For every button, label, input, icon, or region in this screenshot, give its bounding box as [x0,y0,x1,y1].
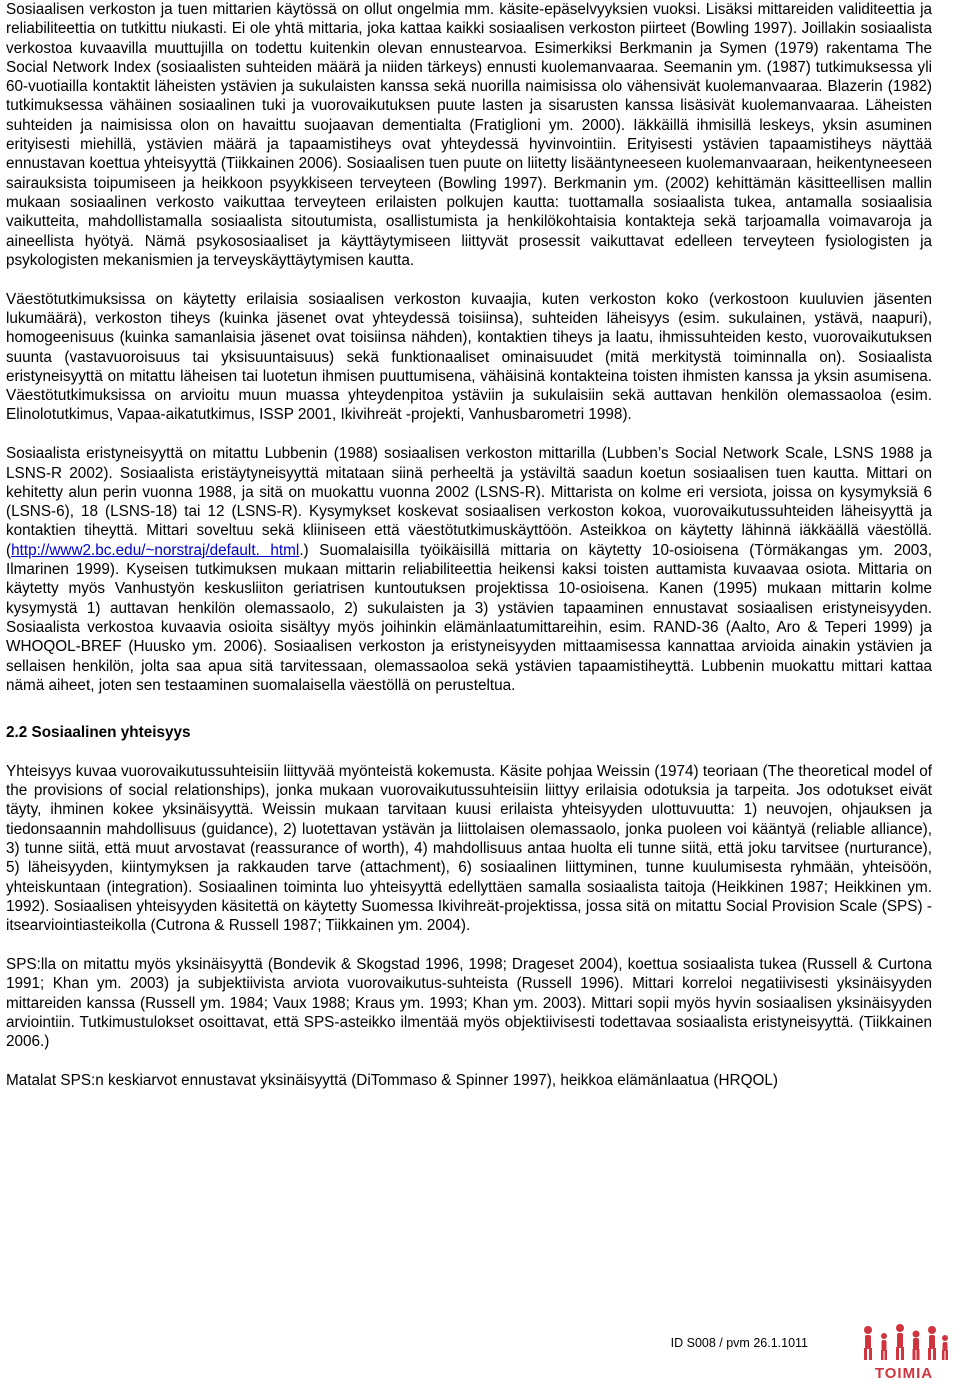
toimia-logo [856,1322,952,1382]
paragraph-lubben-text-1: Sosiaalista eristyneisyyttä on mitattu Lubbenin (1988) sosiaalisen verkoston mittarilla (Lubben’s Social Network Scale, LSNS 1988 ja LSNS-R 2002). Sosiaalista eristäytyneisyyttä mitataan siinä perheeltä ja ystäviltä saadun koetun sosiaalisen tuen kautta. Mittari on kehitetty alun perin vuonna 1988, ja sitä on muokattu vuonna 2002 (LSNS-R). Mittarista on kolme eri versiota, joissa on kysymyksiä 6 (LSNS-6), 18 (LSNS-18) tai 12 (LSNS-R). Kysymykset koskevat sosiaalisen verkoston kokoa, vuorovaikutussuhteiden läheisyyttä ja kontaktien tiheyttä. Mittari soveltuu sekä kliiniseen että väestötutkimuskäyttöön. Asteikkoa on käytetty lähinnä iäkkäällä väestöllä. ( [6,445,932,559]
paragraph-sps-averages: Matalat SPS:n keskiarvot ennustavat yksinäisyyttä (DiTommaso & Spinner 1997), heikkoa elämänlaatua (HRQOL) [6,1072,778,1090]
section-heading: 2.2 Sosiaalinen yhteisyys [6,724,191,742]
document-id: ID S008 / pvm 26.1.1011 [670,1336,808,1350]
paragraph-sps: SPS:lla on mitattu myös yksinäisyyttä (Bondevik & Skogstad 1996, 1998; Drageset 2004), koettua sosiaalista tukea (Russell & Curtona 1991; Khan ym. 2003) ja subjektiivista arviota vuorovaikutus-suhteista (Russell 1996). Mittari korreloi negatiivisesti yksinäisyyden mittareiden kanssa (Russell ym. 1984; Vaux 1988; Kraus ym. 1993; Khan ym. 2003). Mittari sopii myös hyvin sosiaalisen yksinäisyyden arviointiin. Tutkimustulokset osoittavat, että SPS-asteikko ilmentää myös objektiivisesti todettavaa sosiaalista eristyneisyyttä. (Tiikkainen 2006.) [6,956,932,1051]
people-figures-icon [856,1322,952,1364]
norstraj-link[interactable]: http://www2.bc.edu/~norstraj/default. html [11,541,300,559]
paragraph-social-provisions: Yhteisyys kuvaa vuorovaikutussuhteisiin liittyvää myönteistä kokemusta. Käsite pohjaa Weissin (1974) teoriaan (The theoretical model of the provisions of social relationships), jonka mukaan vuorovaikutussuhteisiin liittyy erilaisia odotuksia ja tarpeita. Jos odotukset eivät täyty, ihminen kokee yksinäisyyttä. Weissin mukaan tarvitaan kuusi erilaista yhteisyyden ulottuvuutta: 1) neuvojen, ohjauksen ja tiedonsaannin mahdollisuus (guidance), 2) luotettavan ystävän ja liittolaisen olemassaolo, jonka puoleen voi kääntyä (reliable alliance), 3) tunne siitä, että muut arvostavat (reassurance of worth), 4) mahdollisuus antaa huolta eli tunne siitä, että joku tarvitsee (nurturance), 5) läheisyyden, kiintymyksen ja rakkauden tarve (attachment), 6) sosiaalinen liittyminen, tunne kuulumisesta ryhmään, yhteisöön, yhteiskuntaan (integration). Sosiaalinen toiminta luo yhteisyyttä edellyttäen samalla sosiaalista taitoja (Heikkinen 1987; Heikkinen ym. 1992). Sosiaalisen yhteisyyden käsitettä on käytetty Suomessa Ikivihreät-projektissa, jossa sitä on mitattu Social Provision Scale (SPS) -itsearviointiasteikolla (Cutrona & Russell 1987; Tiikkainen ym. 2004). [6,762,932,935]
paragraph-lubben-text-2: .) Suomalaisilla työikäisillä mittaria on käytetty 10-osioisena (Törmäkangas ym. 2003, Ilmarinen 1999). Kyseisen tutkimuksen mukaan mittarin reliabiliteettia heikensi kaksi toisten auttamista kuvaavaa osiota. Mittaria on käytetty myös Vanhustyön keskusliiton geriatrisen kuntoutuksen projektissa 10-osioisena. Kanen (1995) mukaan mittarin kolme kysymystä 1) auttavan henkilön olemassaolo, 2) sukulaisten ja 3) ystävien tapaaminen ennustavat sosiaalisen eristyneisyyden. Sosiaalista verkostoa kuvaavia osioita sisältyy myös joihinkin elämänlaatumittareihin, esim. RAND-36 (Aalto, Aro & Teperi 1999) ja WHOQOL-BREF (Huusko ym. 2006). Sosiaalisen verkoston ja eristyneisyyden mittaamisessa kannattaa arvioida ainakin ystävien ja sellaisen henkilön, jolta saa apua sitä tarvitessaan, olemassaoloa sekä ystävien tapaamistiheyttä. Lubbenin muokattu mittari kattaa nämä aiheet, joten sen testaaminen suomalaisella väestöllä on perusteltua. [6,541,932,694]
paragraph-population-studies: Väestötutkimuksissa on käytetty erilaisia sosiaalisen verkoston kuvaajia, kuten verkoston koko (verkostoon kuuluvien jäsenten lukumäärä), verkoston tiheys (kuinka jäsenet ovat yhteydessä toisiinsa), suhteiden läheisyys (esim. sukulainen, ystävä, naapuri), homogeenisuus (kuinka samanlaisia jäsenet ovat toisiinsa nähden), kontaktien tiheys ja laatu, ihmissuhteiden kesto, vuorovaikutuksen suunta (vastavuoroisuus tai yksisuuntaisuus) sekä funktionaaliset ominaisuudet (mitä merkitystä toiminnalla on). Sosiaalista eristyneisyyttä on mitattu läheisen tai luotetun ihmisen puuttumisena, vähäisinä kontakteina toisten ihmisten kanssa ja yksin asumisena. Väestötutkimuksissa on arvioitu muun muassa yhteydenpitoa ystäviin ja sukulaisiin sekä auttavan henkilön olemassaoloa (esim. Elinolotutkimus, Vapaa-aikatutkimus, ISSP 2001, Ikivihreät -projekti, Vanhusbarometri 1998). [6,290,932,424]
document-page [6,0,932,1090]
logo-text: TOIMIA [874,1365,934,1382]
paragraph-lubben-scale [6,444,932,695]
paragraph-network-measures: Sosiaalisen verkoston ja tuen mittarien käytössä on ollut ongelmia mm. käsite-epäselvyyksien vuoksi. Lisäksi mittareiden validiteettia ja reliabiliteettia on tutkittu niukasti. Ei ole yhtä mittaria, joka kattaa kaikki sosiaalisen verkoston piirteet (Bowling 1997). Joillakin sosiaalista verkostoa kuvaavilla muuttujilla on todettu kuitenkin olevan ennustearvoa. Esimerkiksi Berkmanin ja Symen (1979) rakentama The Social Network Index (sosiaalisten suhteiden määrä ja niiden tärkeys) ennusti kuolemanvaaraa. Seemanin ym. (1987) tutkimuksessa yli 60-vuotiailla kontaktit läheisten ystävien ja sukulaisten kanssa sekä nuorilla naimisissa olo vähensivät kuolemanvaaraa. Blazerin (1982) tutkimuksessa vähäinen sosiaalinen tuki ja vuorovaikutuksen puute lasten ja sisarusten kanssa lisäsivät kuolemanvaaraa. Läheisten suhteiden ja naimisissa olon on havaittu suojaavan dementialta (Fratiglioni ym. 2000). Iäkkäillä ihmisillä leskeys, yksin asuminen erityisesti miehillä, ystävien määrä ja tapaamistiheys ovat yhteydessä hyvinvointiin. Erityisesti ystävien tapaamistiheys näyttää ennustavan koettua yhteisyyttä (Tiikkainen 2006). Sosiaalisen tuen puute on liitetty lisääntyneeseen kuolemanvaaraan, heikentyneeseen sairauksista toipumiseen ja heikkoon psyykkiseen terveyteen (Bowling 1997). Berkmanin ym. (2002) kehittämän käsitteellisen mallin mukaan sosiaalinen verkosto vaikuttaa terveyteen erilaisten polkujen kautta: tuottamalla sosiaalista tukea, antamalla sosiaalisia vaikutteita, mahdollistamalla sosiaalista sitoutumista, osallistumista ja henkilökohtaisia kontakteja sekä tarjoamalla voimavaroja ja aineellista hyötyä. Nämä psykososiaaliset ja käyttäytymiseen liittyvät prosessit vaikuttavat edelleen terveyteen fysiologisten ja psykologisten mekanismien ja terveyskäyttäytymisen kautta. [6,1,932,269]
